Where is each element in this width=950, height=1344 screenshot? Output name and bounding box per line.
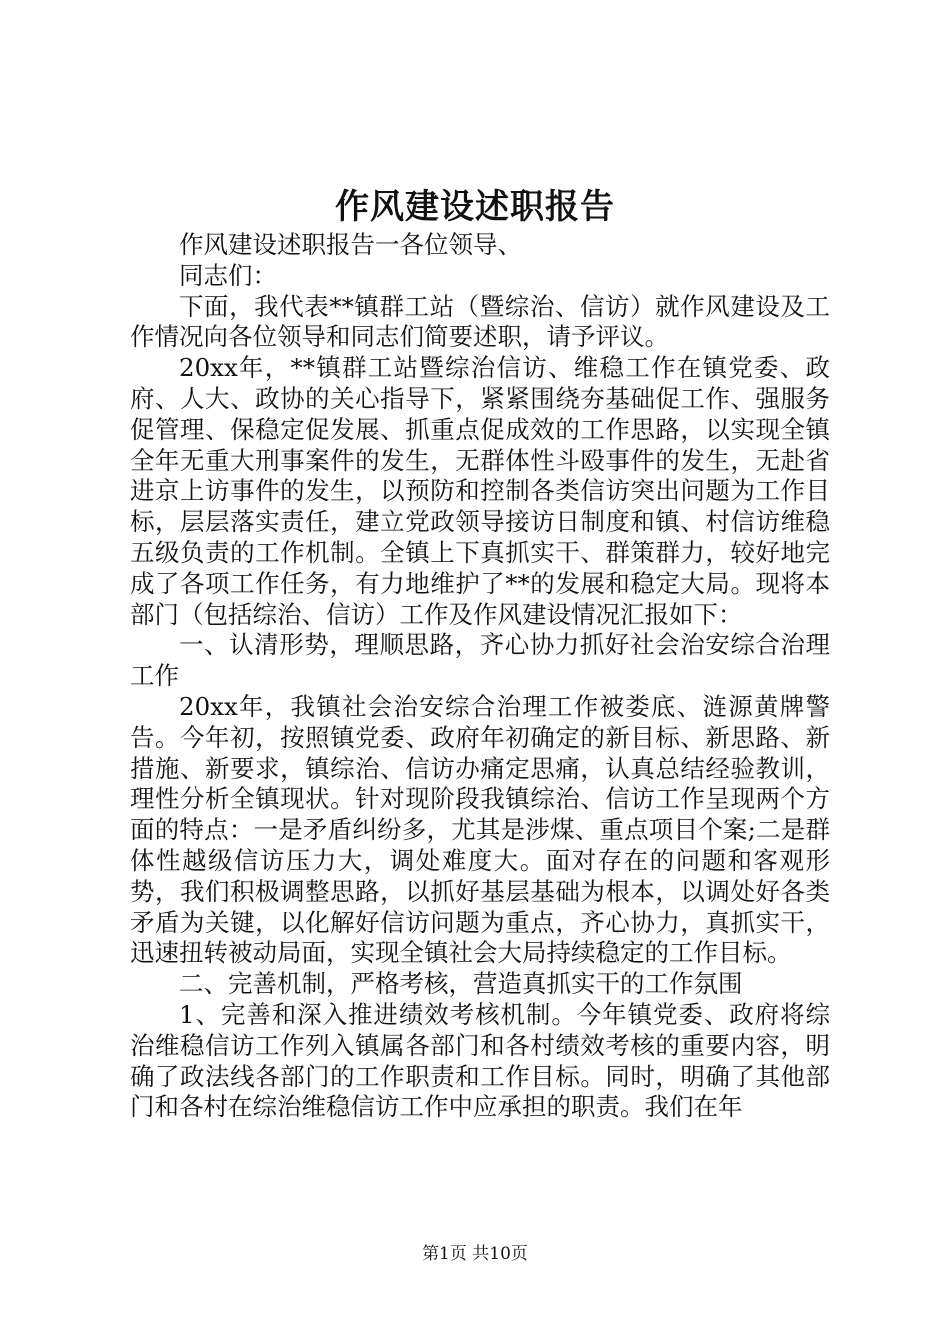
paragraph-comrades: 同志们：	[179, 260, 277, 290]
paragraph-intro: 下面，我代表**镇群工站（暨综治、信访）就作风建设及工作情况向各位领导和同志们简要述职，请予评议。	[130, 291, 830, 352]
document-title: 作风建设述职报告	[335, 187, 615, 227]
section-heading-2: 二、完善机制，严格考核，营造真抓实干的工作氛围	[179, 969, 743, 999]
paragraph-overview: 20xx年，**镇群工站暨综治信访、维稳工作在镇党委、政府、人大、政协的关心指导下，紧紧围绕夯基础促工作、强服务促管理、保稳定促发展、抓重点促成效的工作思路，以实现全镇全年无重大刑事案件的发生，无群体性斗殴事件的发生，无赴省进京上访事件的发生，以预防和控制各类信访突出问题为工作目标，层层落实责任，建立党政领导接访日制度和镇、村信访维稳五级负责的工作机制。全镇上下真抓实干、群策群力，较好地完成了各项工作任务，有力地维护了**的发展和稳定大局。现将本部门（包括综治、信访）工作及作风建设情况汇报如下：	[130, 353, 830, 629]
paragraph-section-1: 20xx年，我镇社会治安综合治理工作被娄底、涟源黄牌警告。今年初，按照镇党委、政府年初确定的新目标、新思路、新措施、新要求，镇综治、信访办痛定思痛，认真总结经验教训，理性分析全镇现状。针对现阶段我镇综治、信访工作呈现两个方面的特点：一是矛盾纠纷多，尤其是涉煤、重点项目个案;二是群体性越级信访压力大，调处难度大。面对存在的问题和客观形势，我们积极调整思路，以抓好基层基础为根本，以调处好各类矛盾为关键，以化解好信访问题为重点，齐心协力，真抓实干，迅速扭转被动局面，实现全镇社会大局持续稳定的工作目标。	[130, 691, 830, 968]
section-heading-1: 一、认清形势，理顺思路，齐心协力抓好社会治安综合治理工作	[130, 630, 830, 691]
page-footer: 第1页 共10页	[422, 1244, 528, 1264]
paragraph-section-2-item-1: 1、完善和深入推进绩效考核机制。今年镇党委、政府将综治维稳信访工作列入镇属各部门和各村绩效考核的重要内容，明确了政法线各部门的工作职责和工作目标。同时，明确了其他部门和各村在综治维稳信访工作中应承担的职责。我们在年	[130, 999, 830, 1122]
paragraph-salutation: 作风建设述职报告一各位领导、	[179, 230, 522, 259]
document-body	[130, 230, 830, 1123]
